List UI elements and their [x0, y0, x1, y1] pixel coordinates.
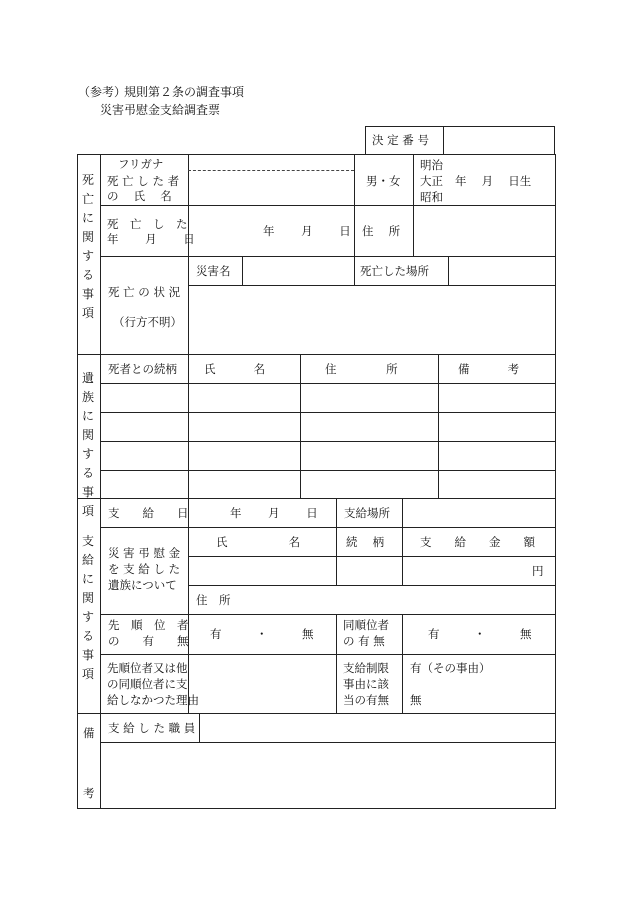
- family-header-name: 氏 名: [204, 362, 266, 376]
- restriction-label-1: 支給制限: [343, 661, 389, 675]
- reference-label: （参考）: [78, 85, 127, 99]
- recipient-label-2: を 支 給 し た: [108, 562, 181, 576]
- deceased-name-label-1: 死 亡 し た 者: [107, 174, 180, 188]
- nonpayment-reason-label-1: 先順位者又は他: [107, 661, 188, 675]
- birth-date-label: 年 月 日生: [455, 174, 532, 188]
- deceased-name-label-2: の 氏 名: [107, 189, 172, 203]
- recipient-label-1: 災 害 弔 慰 金: [108, 546, 181, 560]
- death-section-label: 死亡に関する事項: [81, 173, 94, 320]
- senior-rank-value[interactable]: 有 ・ 無: [210, 627, 314, 641]
- death-situation-label: 死 亡 の 状 況: [108, 285, 181, 299]
- payment-place-label: 支給場所: [344, 506, 390, 520]
- recipient-name-header: 氏 名: [216, 535, 301, 549]
- furigana-label: フリガナ: [118, 157, 164, 171]
- article-reference: 規則第２条の調査事項: [124, 85, 245, 99]
- sex-options[interactable]: 男・女: [366, 174, 401, 188]
- payment-section-label: 支給に関する事項: [81, 534, 94, 681]
- restriction-no[interactable]: 無: [410, 693, 422, 707]
- remarks-char-2: 考: [83, 786, 95, 800]
- family-header-relation: 死者との続柄: [108, 362, 177, 376]
- disaster-name-label: 災害名: [196, 264, 231, 278]
- senior-rank-label-2: の 有 無: [108, 634, 189, 648]
- remarks-char-1: 備: [83, 726, 95, 740]
- family-header-address: 住 所: [325, 362, 398, 376]
- death-date-label-2: 年 月 日: [107, 232, 195, 246]
- era-taisho: 大正: [420, 174, 443, 188]
- family-header-remarks: 備 考: [458, 362, 520, 376]
- yen-unit: 円: [532, 564, 544, 578]
- recipient-label-3: 遺族について: [108, 578, 177, 592]
- form-title: 災害弔慰金支給調査票: [100, 103, 221, 117]
- recipient-relation-header: 続 柄: [346, 535, 385, 549]
- recipient-address-label: 住 所: [196, 593, 231, 607]
- senior-rank-label-1: 先 順 位 者: [108, 618, 189, 632]
- nonpayment-reason-label-2: の同順位者に支: [107, 677, 188, 691]
- family-section-label: 遺族に関する事項: [81, 371, 94, 518]
- decision-number-label: 決 定 番 号: [372, 133, 429, 147]
- death-place-label: 死亡した場所: [360, 264, 429, 278]
- restriction-label-3: 当の有無: [343, 693, 389, 707]
- address-label: 住 所: [362, 224, 401, 238]
- equal-rank-label-1: 同順位者: [343, 618, 389, 632]
- era-showa: 昭和: [420, 190, 443, 204]
- restriction-label-2: 事由に該: [343, 677, 389, 691]
- survey-table: [77, 154, 556, 809]
- nonpayment-reason-label-3: 給しなかつた理由: [107, 693, 199, 707]
- payment-date-value[interactable]: 年 月 日: [230, 506, 318, 520]
- restriction-yes[interactable]: 有（その事由）: [410, 661, 491, 675]
- era-meiji: 明治: [420, 158, 443, 172]
- payment-amount-header: 支 給 金 額: [420, 535, 535, 549]
- death-date-value[interactable]: 年 月 日: [263, 224, 351, 238]
- equal-rank-label-2: の 有 無: [343, 634, 385, 648]
- equal-rank-value[interactable]: 有 ・ 無: [428, 627, 532, 641]
- missing-label: （行方不明）: [113, 315, 182, 329]
- payment-date-label: 支 給 日: [108, 506, 189, 520]
- paying-staff-label: 支 給 し た 職 員: [108, 721, 196, 735]
- death-date-label-1: 死 亡 し た: [107, 217, 188, 231]
